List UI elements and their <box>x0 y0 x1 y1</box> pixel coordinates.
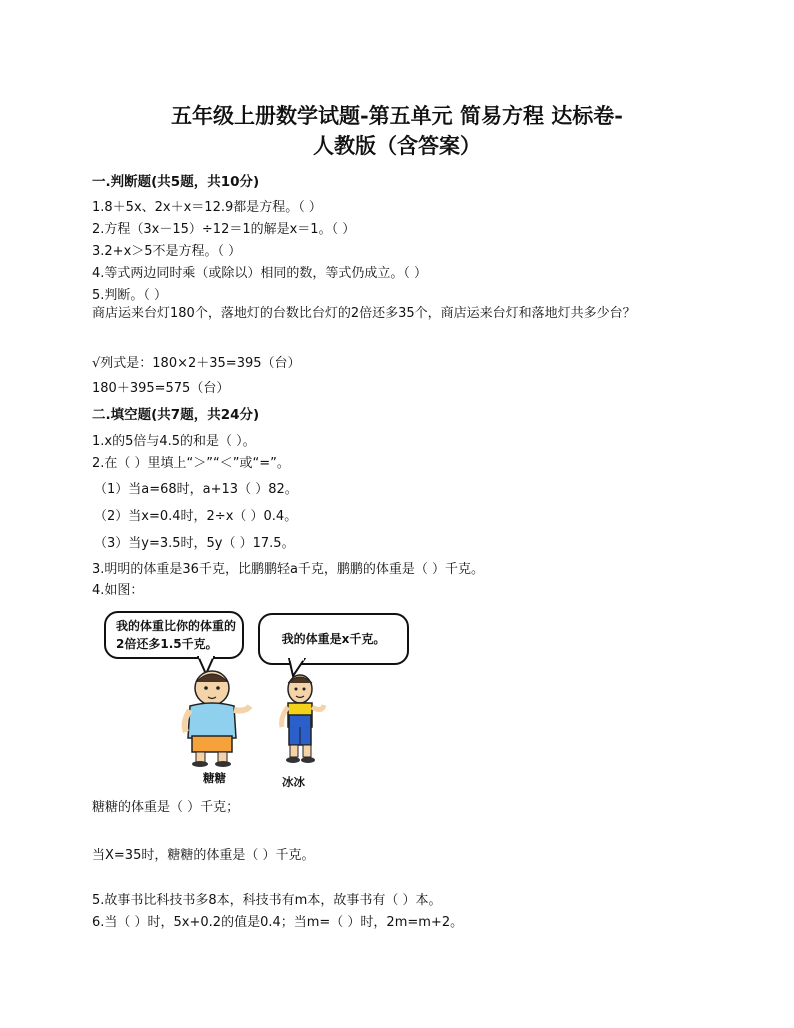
fill-item-3: 3.明明的体重是36千克，比鹏鹏轻a千克，鹏鹏的体重是（ ）千克。 <box>92 562 485 577</box>
judge-item-5: 5.判断。（ ） <box>92 288 168 303</box>
section1-heading: 一.判断题(共5题，共10分) <box>92 174 260 190</box>
fill-item-4-part-2: 当X=35时，糖糖的体重是（ ）千克。 <box>92 848 315 863</box>
child-left-illustration <box>176 668 256 768</box>
fill-item-2-part-3: （3）当y=3.5时，5y（ ）17.5。 <box>94 536 295 551</box>
judge-item-3: 3.2+x＞5不是方程。（ ） <box>92 244 242 259</box>
fill-item-1: 1.x的5倍与4.5的和是（ ）。 <box>92 434 256 449</box>
judge-item-5-problem: 商店运来台灯180个，落地灯的台数比台灯的2倍还多35个，商店运来台灯和落地灯共多少台？ <box>92 306 636 321</box>
fill-item-4: 4.如图： <box>92 583 144 598</box>
document-title-line2: 人教版（含答案） <box>313 133 481 158</box>
fill-item-4-part-1: 糖糖的体重是（ ）千克； <box>92 800 240 815</box>
fill-item-5: 5.故事书比科技书多8本，科技书有m本，故事书有（ ）本。 <box>92 893 442 908</box>
speech-bubble-right <box>258 613 409 665</box>
speech-bubble-left <box>104 611 244 659</box>
judge-item-5-answer-2: 180＋395=575（台） <box>92 381 230 396</box>
speech-bubble-right-text: 我的体重是x千克。 <box>281 632 386 646</box>
judge-item-5-answer-1: √列式是：180×2＋35=395（台） <box>92 356 301 371</box>
child-left-name: 糖糖 <box>203 771 226 785</box>
child-right-name: 冰冰 <box>282 775 305 789</box>
fill-item-2: 2.在（ ）里填上“＞”“＜”或“=”。 <box>92 456 290 471</box>
fill-item-2-part-2: （2）当x=0.4时，2÷x（ ）0.4。 <box>94 509 298 524</box>
fill-item-6: 6.当（ ）时，5x+0.2的值是0.4；当m=（ ）时，2m=m+2。 <box>92 915 464 930</box>
judge-item-2: 2.方程（3x－15）÷12＝1的解是x＝1。（ ） <box>92 222 356 237</box>
fill-item-2-part-1: （1）当a=68时，a+13（ ）82。 <box>94 482 298 497</box>
child-right-illustration <box>276 673 332 773</box>
judge-item-4: 4.等式两边同时乘（或除以）相同的数，等式仍成立。（ ） <box>92 266 428 281</box>
document-title-line1: 五年级上册数学试题-第五单元 简易方程 达标卷- <box>170 103 624 128</box>
speech-bubble-left-text: 我的体重比你的体重的2倍还多1.5千克。 <box>116 619 237 651</box>
judge-item-1: 1.8＋5x、2x＋x＝12.9都是方程。（ ） <box>92 200 322 215</box>
section2-heading: 二.填空题(共7题，共24分) <box>92 407 260 423</box>
